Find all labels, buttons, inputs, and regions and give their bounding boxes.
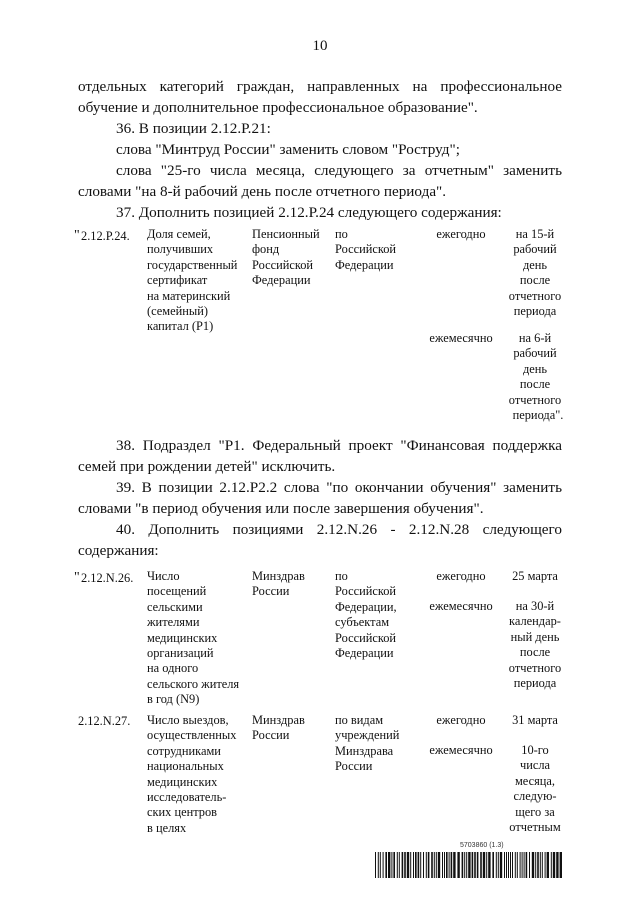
responsible-agency <box>252 227 330 289</box>
text-line: слова "25-го числа месяца, следующего за отчетным" заменить <box>116 162 562 179</box>
cell-line: отчетным <box>509 820 561 835</box>
cell-line: отчетного <box>508 392 562 407</box>
cell-line: сертификат <box>147 273 208 288</box>
text-line: содержания: <box>78 542 159 559</box>
cell-line: Доля семей, <box>147 227 211 241</box>
cell-line: государственный <box>147 257 238 272</box>
open-quote: " <box>74 570 80 585</box>
cell-line: Федерации <box>335 646 394 661</box>
cell-line: Минздрав <box>252 713 305 727</box>
cell-line: в год (N9) <box>147 692 200 707</box>
cell-line: учреждений <box>335 728 400 743</box>
cell-line: в целях <box>147 820 187 835</box>
cell-line: рабочий <box>513 346 557 361</box>
cell-line: на одного <box>147 661 199 676</box>
paragraph-36: 36. В позиции 2.12.Р.21: <box>116 120 271 137</box>
deadline-monthly <box>505 743 565 835</box>
cell-line: следую- <box>513 789 557 804</box>
text-line: 39. В позиции 2.12.Р2.2 слова "по окончании обучения" заменить <box>116 479 562 496</box>
paragraph-40 <box>78 519 562 561</box>
cell-line: Федерации <box>335 257 394 272</box>
cell-line: Российской <box>335 584 397 599</box>
paragraph-intro <box>78 76 562 118</box>
page-number: 10 <box>312 38 328 54</box>
text-line: 38. Подраздел "Р1. Федеральный проект "Финансовая поддержка <box>116 437 562 454</box>
text-line: 40. Дополнить позициями 2.12.N.26 - 2.12.N.28 следующего <box>116 521 562 538</box>
cell-line: исследователь- <box>147 790 227 805</box>
barcode-icon <box>375 852 563 878</box>
cell-line: отчетного <box>508 660 562 675</box>
cell-line: фонд <box>252 242 280 257</box>
cell-line: календар- <box>509 614 561 629</box>
text-line: семей при рождении детей" исключить. <box>78 458 336 475</box>
scope <box>335 713 415 775</box>
cell-line: на 6-й <box>518 331 552 345</box>
cell-line: отчетного <box>508 288 562 303</box>
cell-line: периода <box>513 676 557 691</box>
indicator-name <box>147 713 247 836</box>
cell-line: жителями <box>147 615 200 630</box>
cell-line: Число выездов, <box>147 713 229 727</box>
frequency-annual: ежегодно <box>436 569 486 583</box>
deadline-monthly <box>505 599 565 691</box>
cell-line: после <box>519 645 551 660</box>
cell-line: национальных <box>147 759 224 774</box>
cell-line: медицинских <box>147 630 218 645</box>
cell-line: ских центров <box>147 805 218 820</box>
cell-line: Российской <box>335 242 397 257</box>
cell-line: посещений <box>147 584 207 599</box>
cell-line: периода". <box>512 408 564 423</box>
cell-line: после <box>519 377 551 392</box>
frequency-monthly: ежемесячно <box>429 743 493 757</box>
scope <box>335 569 415 661</box>
cell-line: организаций <box>147 646 214 661</box>
cell-line: Российской <box>252 257 314 272</box>
deadline-monthly <box>505 331 565 423</box>
cell-line: сельскими <box>147 599 203 614</box>
deadline-annual <box>505 227 565 319</box>
paragraph-38 <box>78 435 562 477</box>
indicator-name <box>147 569 247 708</box>
position-code: 2.12.Р.24. <box>81 229 130 243</box>
cell-line: по видам <box>335 713 384 727</box>
cell-line: Минздрава <box>335 743 394 758</box>
paragraph-36b <box>78 160 562 202</box>
cell-line: на материнский <box>147 288 231 303</box>
frequency-monthly: ежемесячно <box>429 331 493 345</box>
frequency-monthly: ежемесячно <box>429 599 493 613</box>
cell-line: России <box>252 584 290 599</box>
cell-line: день <box>522 361 548 376</box>
responsible-agency <box>252 569 330 600</box>
cell-line: осуществленных <box>147 728 237 743</box>
open-quote: " <box>74 228 80 243</box>
cell-line: получивших <box>147 242 214 257</box>
paragraph-37: 37. Дополнить позицией 2.12.Р.24 следующего содержания: <box>116 204 502 221</box>
cell-line: Минздрав <box>252 569 305 583</box>
cell-line: на 15-й <box>515 227 555 241</box>
responsible-agency <box>252 713 330 744</box>
barcode-number: 5703860 (1.3) <box>460 842 504 849</box>
text-line: отдельных категорий граждан, направленных на профессиональное <box>78 78 562 95</box>
position-code: 2.12.N.27. <box>78 714 131 728</box>
position-code: 2.12.N.26. <box>81 571 134 585</box>
cell-line: Число <box>147 569 180 583</box>
scope <box>335 227 415 273</box>
cell-line: после <box>519 273 551 288</box>
cell-line: Федерации, <box>335 599 397 614</box>
paragraph-39 <box>78 477 562 519</box>
cell-line: сотрудниками <box>147 743 221 758</box>
cell-line: Пенсионный <box>252 227 320 241</box>
indicator-name <box>147 227 247 335</box>
deadline-annual: 25 марта <box>512 569 558 583</box>
text-line: обучение и дополнительное профессиональное образование". <box>78 99 478 116</box>
text-line: словами "на 8-й рабочий день после отчетного периода". <box>78 183 447 200</box>
text-line: словами "в период обучения или после завершения обучения". <box>78 500 484 517</box>
cell-line: сельского жителя <box>147 676 240 691</box>
cell-line: месяца, <box>514 773 556 788</box>
cell-line: медицинских <box>147 774 218 789</box>
cell-line: щего за <box>515 804 555 819</box>
frequency-annual: ежегодно <box>436 227 486 241</box>
cell-line: России <box>335 759 373 774</box>
cell-line: рабочий <box>513 242 557 257</box>
paragraph-36a: слова "Минтруд России" заменить словом "Роструд"; <box>116 141 460 158</box>
cell-line: России <box>252 728 290 743</box>
deadline-annual: 31 марта <box>512 713 558 727</box>
cell-line: Федерации <box>252 273 311 288</box>
cell-line: числа <box>519 758 551 773</box>
cell-line: 10-го <box>521 743 549 757</box>
cell-line: по <box>335 227 348 241</box>
cell-line: Российской <box>335 630 397 645</box>
cell-line: капитал (Р1) <box>147 319 214 334</box>
frequency-annual: ежегодно <box>436 713 486 727</box>
cell-line: по <box>335 569 348 583</box>
cell-line: (семейный) <box>147 304 208 319</box>
cell-line: субъектам <box>335 615 390 630</box>
cell-line: ный день <box>510 629 560 644</box>
cell-line: день <box>522 257 548 272</box>
cell-line: периода <box>513 304 557 319</box>
cell-line: на 30-й <box>515 599 555 613</box>
